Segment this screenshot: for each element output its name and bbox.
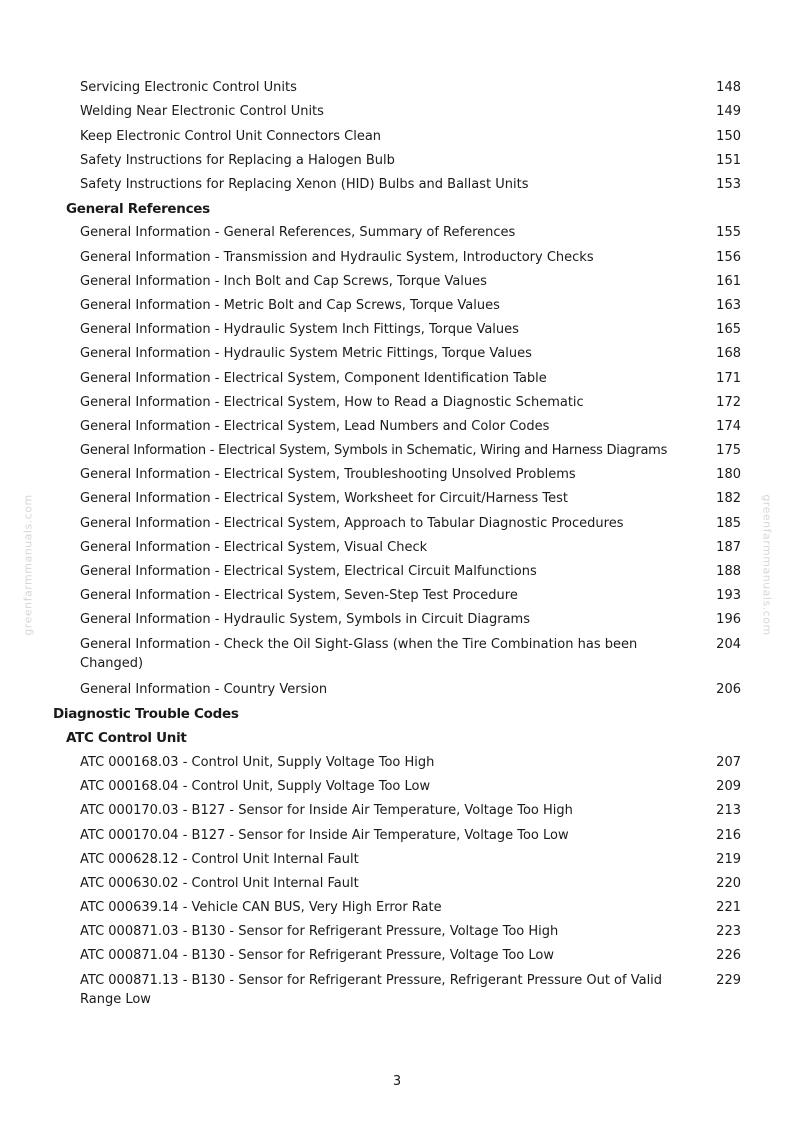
toc-entry-page: 207 xyxy=(716,754,741,770)
toc-entry-page: 171 xyxy=(716,370,741,386)
toc-entry-title: ATC 000871.03 - B130 - Sensor for Refrigerant Pressure, Voltage Too High xyxy=(80,924,559,940)
toc-entry-page: 219 xyxy=(716,851,741,867)
page-number: 3 xyxy=(392,1074,402,1089)
toc-entry[interactable] xyxy=(0,872,794,896)
toc-entry-page: 174 xyxy=(716,418,741,434)
toc-entry-title: ATC 000170.03 - B127 - Sensor for Inside Air Temperature, Voltage Too High xyxy=(80,803,573,819)
toc-entry-title: General Information - Electrical System, Worksheet for Circuit/Harness Test xyxy=(80,491,568,507)
toc-entry[interactable] xyxy=(0,823,794,847)
toc-entry-page: 182 xyxy=(716,491,741,507)
toc-entry[interactable] xyxy=(0,896,794,920)
toc-entry-page: 193 xyxy=(716,588,741,604)
toc-entry-page: 229 xyxy=(716,972,741,988)
toc-entry-page: 150 xyxy=(716,128,741,144)
section-heading-atc-control-unit[interactable] xyxy=(0,726,794,750)
toc-entry-title: General Information - Check the Oil Sight-Glass (when the Tire Combination has been Changed) xyxy=(80,636,638,672)
toc-entry[interactable] xyxy=(0,415,794,439)
toc-entry-title: ATC 000630.02 - Control Unit Internal Fault xyxy=(80,875,359,891)
toc-entry[interactable] xyxy=(0,678,794,702)
toc-entry-page: 175 xyxy=(716,443,741,459)
toc-entry[interactable] xyxy=(0,944,794,968)
toc-entry[interactable] xyxy=(0,584,794,608)
toc-entry[interactable] xyxy=(0,124,794,148)
toc-entry-title: General Information - Metric Bolt and Cap Screws, Torque Values xyxy=(80,297,500,313)
toc-entry-title: General Information - Country Version xyxy=(80,682,328,698)
toc-entry-page: 213 xyxy=(716,803,741,819)
section-heading-general-references[interactable] xyxy=(0,197,794,221)
toc-entry-title: General Information - Electrical System, Approach to Tabular Diagnostic Procedures xyxy=(80,515,624,531)
toc-entry-title: Keep Electronic Control Unit Connectors Clean xyxy=(80,128,382,144)
toc-entry[interactable] xyxy=(0,463,794,487)
toc-entry-page: 221 xyxy=(716,900,741,916)
toc-entry-title: General Information - Hydraulic System Inch Fittings, Torque Values xyxy=(80,322,519,338)
toc-entry-page: 165 xyxy=(716,322,741,338)
toc-entry-page: 151 xyxy=(716,152,741,168)
toc-entry-title: Safety Instructions for Replacing Xenon (HID) Bulbs and Ballast Units xyxy=(80,177,529,193)
toc-entry-title: ATC 000871.13 - B130 - Sensor for Refrigerant Pressure, Refrigerant Pressure Out of Valid Range Low xyxy=(80,972,663,1008)
toc-entry[interactable] xyxy=(0,968,794,1014)
toc-entry[interactable] xyxy=(0,608,794,632)
toc-entry[interactable] xyxy=(0,366,794,390)
toc-entry[interactable] xyxy=(0,342,794,366)
toc-entry-page: 226 xyxy=(716,948,741,964)
toc-entry[interactable] xyxy=(0,632,794,678)
toc-entry-title: General Information - Electrical System, Seven-Step Test Procedure xyxy=(80,588,518,604)
toc-entry[interactable] xyxy=(0,799,794,823)
toc-entry-title: ATC 000871.04 - B130 - Sensor for Refrigerant Pressure, Voltage Too Low xyxy=(80,948,554,964)
toc-entry-title: General Information - Electrical System, How to Read a Diagnostic Schematic xyxy=(80,394,584,410)
table-of-contents xyxy=(0,76,794,1014)
toc-entry-title: General Information - Electrical System, Visual Check xyxy=(80,539,428,555)
toc-entry-title: Safety Instructions for Replacing a Halogen Bulb xyxy=(80,152,395,168)
section-heading-diagnostic-trouble-codes[interactable] xyxy=(0,702,794,726)
toc-entry-title: General Information - Electrical System, Component Identification Table xyxy=(80,370,547,386)
toc-entry-page: 196 xyxy=(716,612,741,628)
toc-entry[interactable] xyxy=(0,173,794,197)
toc-entry-page: 172 xyxy=(716,394,741,410)
toc-entry-page: 188 xyxy=(716,564,741,580)
toc-entry[interactable] xyxy=(0,390,794,414)
toc-entry[interactable] xyxy=(0,245,794,269)
toc-entry-page: 168 xyxy=(716,346,741,362)
toc-entry-page: 155 xyxy=(716,225,741,241)
toc-entry-page: 223 xyxy=(716,924,741,940)
toc-entry[interactable] xyxy=(0,536,794,560)
toc-entry[interactable] xyxy=(0,751,794,775)
toc-entry-title: General Information - Electrical System, Symbols in Schematic, Wiring and Harness Diagrams xyxy=(80,443,668,459)
toc-entry-title: ATC 000168.04 - Control Unit, Supply Voltage Too Low xyxy=(80,779,431,795)
toc-entry-page: 163 xyxy=(716,297,741,313)
section-heading-label: Diagnostic Trouble Codes xyxy=(53,705,239,722)
toc-entry-page: 220 xyxy=(716,875,741,891)
toc-entry[interactable] xyxy=(0,270,794,294)
toc-entry[interactable] xyxy=(0,221,794,245)
section-heading-label: General References xyxy=(66,200,210,217)
section-heading-label: ATC Control Unit xyxy=(66,730,187,747)
toc-entry-page: 161 xyxy=(716,273,741,289)
toc-entry-page: 204 xyxy=(716,636,741,652)
toc-entry[interactable] xyxy=(0,560,794,584)
toc-entry[interactable] xyxy=(0,439,794,463)
toc-entry[interactable] xyxy=(0,318,794,342)
toc-entry-page: 180 xyxy=(716,467,741,483)
toc-entry-page: 187 xyxy=(716,539,741,555)
watermark-left: greenfarmmanuals.com xyxy=(21,494,35,636)
toc-entry-title: General Information - Electrical System, Electrical Circuit Malfunctions xyxy=(80,564,537,580)
watermark-right: greenfarmmanuals.com xyxy=(760,494,774,636)
toc-entry-page: 216 xyxy=(716,827,741,843)
toc-entry-page: 206 xyxy=(716,682,741,698)
toc-entry[interactable] xyxy=(0,920,794,944)
toc-entry-title: Welding Near Electronic Control Units xyxy=(80,104,324,120)
toc-entry-title: General Information - Electrical System, Lead Numbers and Color Codes xyxy=(80,418,550,434)
toc-entry[interactable] xyxy=(0,294,794,318)
toc-entry-title: ATC 000628.12 - Control Unit Internal Fault xyxy=(80,851,359,867)
toc-entry[interactable] xyxy=(0,847,794,871)
toc-entry-title: General Information - Hydraulic System Metric Fittings, Torque Values xyxy=(80,346,532,362)
toc-entry-title: General Information - Electrical System, Troubleshooting Unsolved Problems xyxy=(80,467,576,483)
toc-entry-page: 185 xyxy=(716,515,741,531)
toc-entry-title: General Information - Transmission and Hydraulic System, Introductory Checks xyxy=(80,249,594,265)
toc-entry[interactable] xyxy=(0,775,794,799)
toc-entry-page: 156 xyxy=(716,249,741,265)
toc-entry-title: ATC 000639.14 - Vehicle CAN BUS, Very High Error Rate xyxy=(80,900,442,916)
toc-entry-page: 148 xyxy=(716,80,741,96)
toc-entry-title: ATC 000170.04 - B127 - Sensor for Inside Air Temperature, Voltage Too Low xyxy=(80,827,569,843)
toc-entry-title: General Information - General References, Summary of References xyxy=(80,225,516,241)
toc-entry-title: General Information - Hydraulic System, Symbols in Circuit Diagrams xyxy=(80,612,530,628)
toc-entry[interactable] xyxy=(0,511,794,535)
toc-entry[interactable] xyxy=(0,100,794,124)
toc-entry-page: 153 xyxy=(716,177,741,193)
toc-entry[interactable] xyxy=(0,149,794,173)
toc-entry-page: 149 xyxy=(716,104,741,120)
toc-entry[interactable] xyxy=(0,487,794,511)
toc-entry-title: General Information - Inch Bolt and Cap Screws, Torque Values xyxy=(80,273,487,289)
toc-entry-title: ATC 000168.03 - Control Unit, Supply Voltage Too High xyxy=(80,754,435,770)
toc-entry-title: Servicing Electronic Control Units xyxy=(80,80,297,96)
toc-entry-page: 209 xyxy=(716,779,741,795)
toc-entry[interactable] xyxy=(0,76,794,100)
